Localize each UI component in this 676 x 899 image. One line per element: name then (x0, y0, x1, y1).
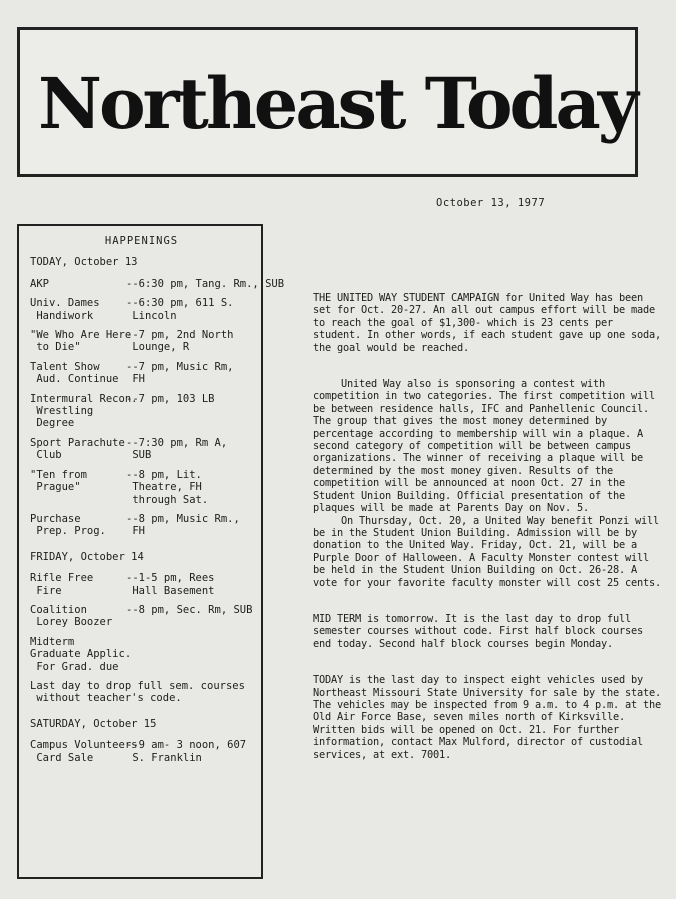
event-item (30, 437, 253, 462)
event-item (30, 297, 253, 322)
event-time-place: --7 pm, Music Rm, FH (126, 360, 234, 386)
event-item (30, 393, 253, 430)
article-united-way: THE UNITED WAY STUDENT CAMPAIGN for United Way has been set for Oct. 20-27. An all out campus effort will be made to reach the goal of $1,300- which is 23 cents per student. In other words, if each student gave up one soda, the goal would be reached. (313, 292, 661, 354)
event-note: Midterm Graduate Applic. For Grad. due (30, 635, 132, 673)
event-item (30, 572, 253, 597)
event-name: Rifle Free Fire (30, 572, 94, 597)
event-time-place: --1-5 pm, Rees Hall Basement (126, 572, 215, 597)
event-name: Talent Show Aud. Continue (30, 360, 119, 386)
event-time-place: --9 am- 3 noon, 607 S. Franklin (126, 739, 247, 764)
event-note: Last day to drop full sem. courses without teacher's code. (30, 679, 245, 705)
event-name: Coalition Lorey Boozer (30, 603, 113, 629)
event-item (30, 604, 253, 629)
event-name: "We Who Are Here to Die" (30, 329, 132, 354)
event-time-place: --8 pm, Sec. Rm, SUB (126, 603, 253, 616)
event-time-place: --7 pm, 103 LB (126, 392, 215, 405)
event-name: Campus Volunteers Card Sale (30, 739, 138, 764)
event-time-place: --7 pm, 2nd North Lounge, R (126, 329, 234, 354)
happenings-box (17, 224, 285, 879)
event-time-place: --8 pm, Lit. Theatre, FH through Sat. (126, 468, 209, 506)
event-item (30, 361, 253, 386)
event-item (30, 739, 253, 764)
day-heading: SATURDAY, October 15 (30, 717, 157, 730)
day-heading: TODAY, October 13 (30, 256, 138, 269)
event-name: Intermural Recon. Wrestling Degree (30, 392, 138, 430)
happenings-list (30, 256, 285, 764)
event-item (30, 513, 253, 538)
event-item (30, 469, 253, 506)
event-name: AKP (30, 277, 49, 290)
happenings-title: HAPPENINGS (104, 235, 179, 247)
event-name: "Ten from Prague" (30, 468, 87, 494)
day-heading: FRIDAY, October 14 (30, 550, 144, 563)
article-united-way-contest: United Way also is sponsoring a contest with competition in two categories. The first competition will be between residence halls, IFC and Panhellenic Council. The group that gives the most money determined by percentage according to membership will win a plaque. A second category of competition will be between campus organizations. The winner of receiving a plaque will be determined by the most money given. Results of the competition will be announced at noon Oct. 27 in the Student Union Building. Official presentation of the plaques will be made at Parents Day on Nov. 5. (313, 378, 655, 515)
newsletter-title: Northeast Today (38, 62, 636, 145)
event-item (30, 277, 285, 290)
event-time-place: --6:30 pm, 611 S. Lincoln (126, 297, 234, 322)
event-name: Sport Parachute Club (30, 436, 125, 462)
event-time-place: --6:30 pm, Tang. Rm., SUB (126, 277, 285, 290)
article-vehicle-sale: TODAY is the last day to inspect eight vehicles used by Northeast Missouri State University for sale by the state. The vehicles may be inspected from 9 a.m. to 4 p.m. at the Old Air Force Base, seven miles north of Kirksville. Written bids will be opened on Oct. 21. For further information, contact Max Mulford, director of custodial services, at ext. 7001. (313, 674, 661, 761)
event-item (30, 329, 253, 354)
article-united-way-events: On Thursday, Oct. 20, a United Way benefit Ponzi will be in the Student Union Building. Admission will be by donation to the United Way. Friday, Oct. 21, will be a Purple Door of Halloween. A Faculty Monster contest will be held in the Student Union Building on Oct. 26-28. A vote for your favorite faculty monster will cost 25 cents. (313, 514, 661, 589)
issue-date: October 13, 1977 (436, 197, 546, 209)
masthead (17, 27, 638, 177)
event-name: Univ. Dames Handiwork (30, 297, 100, 322)
article-mid-term: MID TERM is tomorrow. It is the last day to drop full semester courses without code. First half block courses end today. Second half block courses begin Monday. (313, 612, 643, 650)
articles-column (313, 292, 663, 785)
event-time-place: --7:30 pm, Rm A, SUB (126, 436, 228, 462)
event-name: Purchase Prep. Prog. (30, 512, 106, 538)
event-time-place: --8 pm, Music Rm., FH (126, 512, 240, 538)
